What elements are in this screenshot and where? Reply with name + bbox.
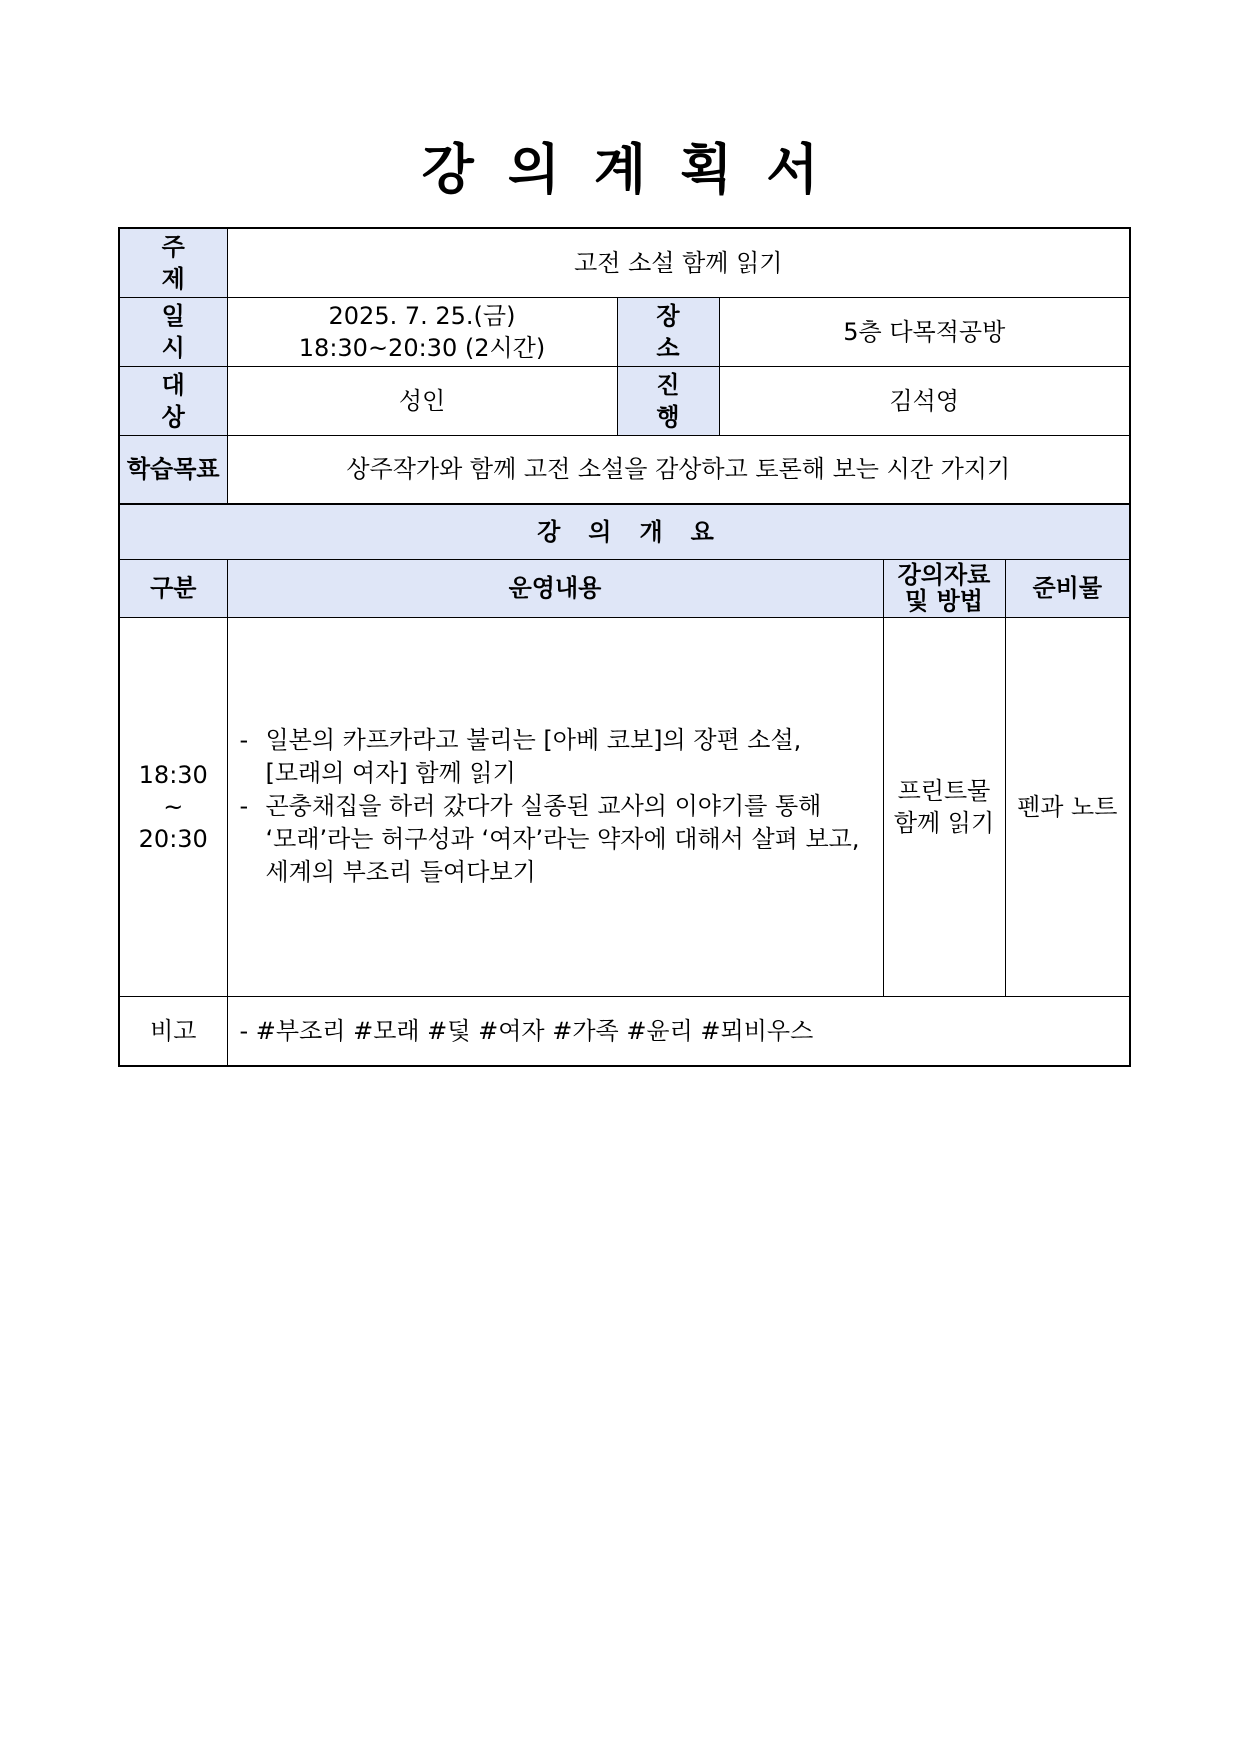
content-bullet [240, 724, 875, 790]
session-time [119, 617, 227, 996]
date-row [119, 297, 1130, 366]
bullet-dash: - [239, 792, 249, 820]
bullet-text: 일본의 카프카라고 불리는 [아베 코보]의 장편 소설, [모래의 여자] 함께 읽기 [265, 726, 802, 787]
time-start: 18:30 [138, 760, 208, 789]
target-value: 성인 [227, 366, 617, 435]
session-content [227, 617, 883, 996]
goal-row [119, 435, 1130, 504]
content-bullet [240, 790, 875, 889]
remark-row [119, 996, 1130, 1066]
place-value: 5층 다목적공방 [719, 297, 1130, 366]
date-line: 2025. 7. 25.(금) [328, 301, 516, 330]
target-row [119, 366, 1130, 435]
session-prep: 펜과 노트 [1005, 617, 1130, 996]
goal-value: 상주작가와 함께 고전 소설을 감상하고 토론해 보는 시간 가지기 [227, 435, 1130, 504]
info-table [118, 227, 1131, 505]
outline-title: 강의개요 [119, 504, 1130, 559]
document-title: 강의계획서 [421, 138, 853, 201]
date-value [227, 297, 617, 366]
topic-label: 주 제 [119, 228, 227, 297]
material-line1: 프린트물 [897, 776, 991, 805]
time-separator: ~ [163, 792, 184, 821]
time-end: 20:30 [138, 824, 208, 853]
division-header: 구분 [119, 559, 227, 617]
date-label: 일 시 [119, 297, 227, 366]
bullet-dash: - [239, 726, 249, 754]
time-line: 18:30~20:30 (2시간) [298, 333, 546, 362]
host-label: 진 행 [617, 366, 719, 435]
remark-value: - #부조리 #모래 #덫 #여자 #가족 #윤리 #뫼비우스 [227, 996, 1130, 1066]
session-row [119, 617, 1130, 996]
host-value: 김석영 [719, 366, 1130, 435]
bullet-text: 곤충채집을 하러 갔다가 실종된 교사의 이야기를 통해 ‘모래’라는 허구성과 ‘여자’라는 약자에 대해서 살펴 보고, 세계의 부조리 들여다보기 [265, 792, 860, 886]
outline-header-row [119, 559, 1130, 617]
session-material [883, 617, 1005, 996]
place-label: 장 소 [617, 297, 719, 366]
topic-row [119, 228, 1130, 297]
remark-label: 비고 [119, 996, 227, 1066]
outline-table [118, 503, 1131, 1067]
material-line2: 함께 읽기 [893, 808, 995, 837]
content-header: 운영내용 [227, 559, 883, 617]
topic-value: 고전 소설 함께 읽기 [227, 228, 1130, 297]
material-header [883, 559, 1005, 617]
material-header-line2: 및 방법 [905, 587, 983, 615]
outline-title-row [119, 504, 1130, 559]
target-label: 대 상 [119, 366, 227, 435]
material-header-line1: 강의자료 [897, 561, 991, 589]
prep-header: 준비물 [1005, 559, 1130, 617]
goal-label: 학습목표 [119, 435, 227, 504]
